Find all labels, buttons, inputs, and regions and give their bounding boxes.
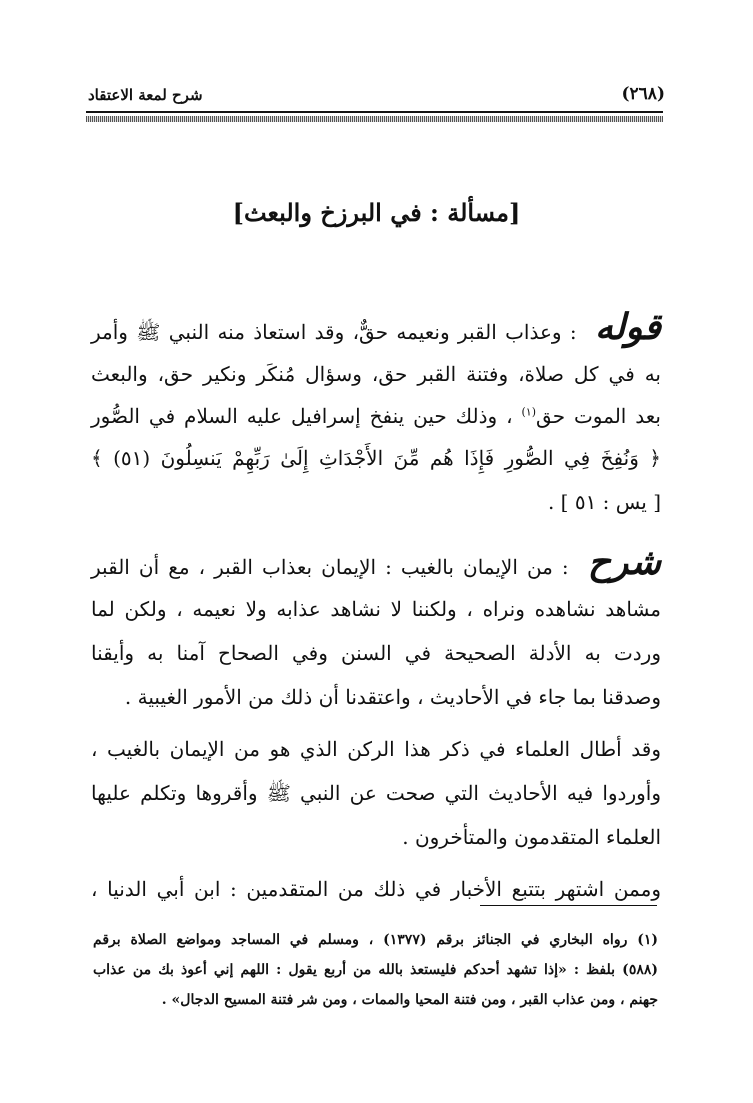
sharh-line-7: العلماء المتقدمون والمتأخرون . bbox=[402, 825, 661, 849]
sharh-label: شرح bbox=[587, 541, 662, 583]
sharh-line-3: وردت به الأدلة الصحيحة في السنن وفي الصحاح آمنا به وأيقنا bbox=[91, 641, 661, 665]
sharh-line-2: مشاهد نشاهده ونراه ، ولكننا لا نشاهد عذابه ولا نعيمه ، ولكن لما bbox=[91, 597, 661, 621]
running-header-title: شرح لمعة الاعتقاد bbox=[88, 86, 203, 104]
footnote-marker: (١) bbox=[521, 405, 537, 419]
matn-label: قوله bbox=[594, 306, 662, 348]
verse-reference: [ يس : ٥١ ] . bbox=[547, 490, 661, 514]
header-ornament-band bbox=[86, 116, 663, 122]
section-heading: [مسألة : في البرزخ والبعث] bbox=[232, 198, 521, 227]
sharh-line-8: وممن اشتهر بتتبع الأخبار في ذلك من المتقدمين : ابن أبي الدنيا ، bbox=[91, 877, 661, 901]
footnote-line-3: جهنم ، ومن عذاب القبر ، ومن فتنة المحيا والممات ، ومن شر فتنة المسيح الدجال» . bbox=[161, 992, 658, 1008]
sharh-line-6: وأوردوا فيه الأحاديث التي صحت عن النبي ﷺ وأقروها وتكلم عليها bbox=[91, 781, 661, 805]
matn-line-1: قوله : وعذاب القبر ونعيمه حقٌّ، وقد استعاذ منه النبي ﷺ وأمر bbox=[91, 306, 662, 348]
quran-verse: ﴿ وَنُفِخَ فِي الصُّورِ فَإِذَا هُم مِّنَ الأَجْدَاثِ إِلَىٰ رَبِّهِمْ يَنسِلُونَ (٥١) ﴾ bbox=[91, 446, 661, 470]
sharh-line-5: وقد أطال العلماء في ذكر هذا الركن الذي هو من الإيمان بالغيب ، bbox=[91, 737, 661, 761]
matn-line-2: به في كل صلاة، وفتنة القبر حق، وسؤال مُنكَر ونكير حق، والبعث bbox=[91, 362, 661, 386]
footnote-line-2: (٥٨٨) بلفظ : «إذا تشهد أحدكم فليستعذ بالله من أربع يقول : اللهم إني أعوذ بك من عذاب bbox=[93, 962, 658, 978]
footnote-line-1: (١) رواه البخاري في الجنائز برقم (١٣٧٧) ، ومسلم في المساجد ومواضع الصلاة برقم bbox=[93, 932, 659, 948]
sharh-line-4: وصدقنا بما جاء في الأحاديث ، واعتقدنا أن ذلك من الأمور الغيبية . bbox=[124, 685, 661, 709]
footnote-separator bbox=[480, 905, 657, 906]
page-number: (٢٦٨) bbox=[621, 84, 665, 104]
sharh-line-1: شرح : من الإيمان بالغيب : الإيمان بعذاب القبر ، مع أن القبر bbox=[91, 541, 662, 583]
matn-line-3: بعد الموت حق$^{(١)}$ ، وذلك حين ينفخ إسرافيل عليه السلام في الصُّور bbox=[91, 404, 661, 428]
header-rule bbox=[86, 111, 663, 113]
